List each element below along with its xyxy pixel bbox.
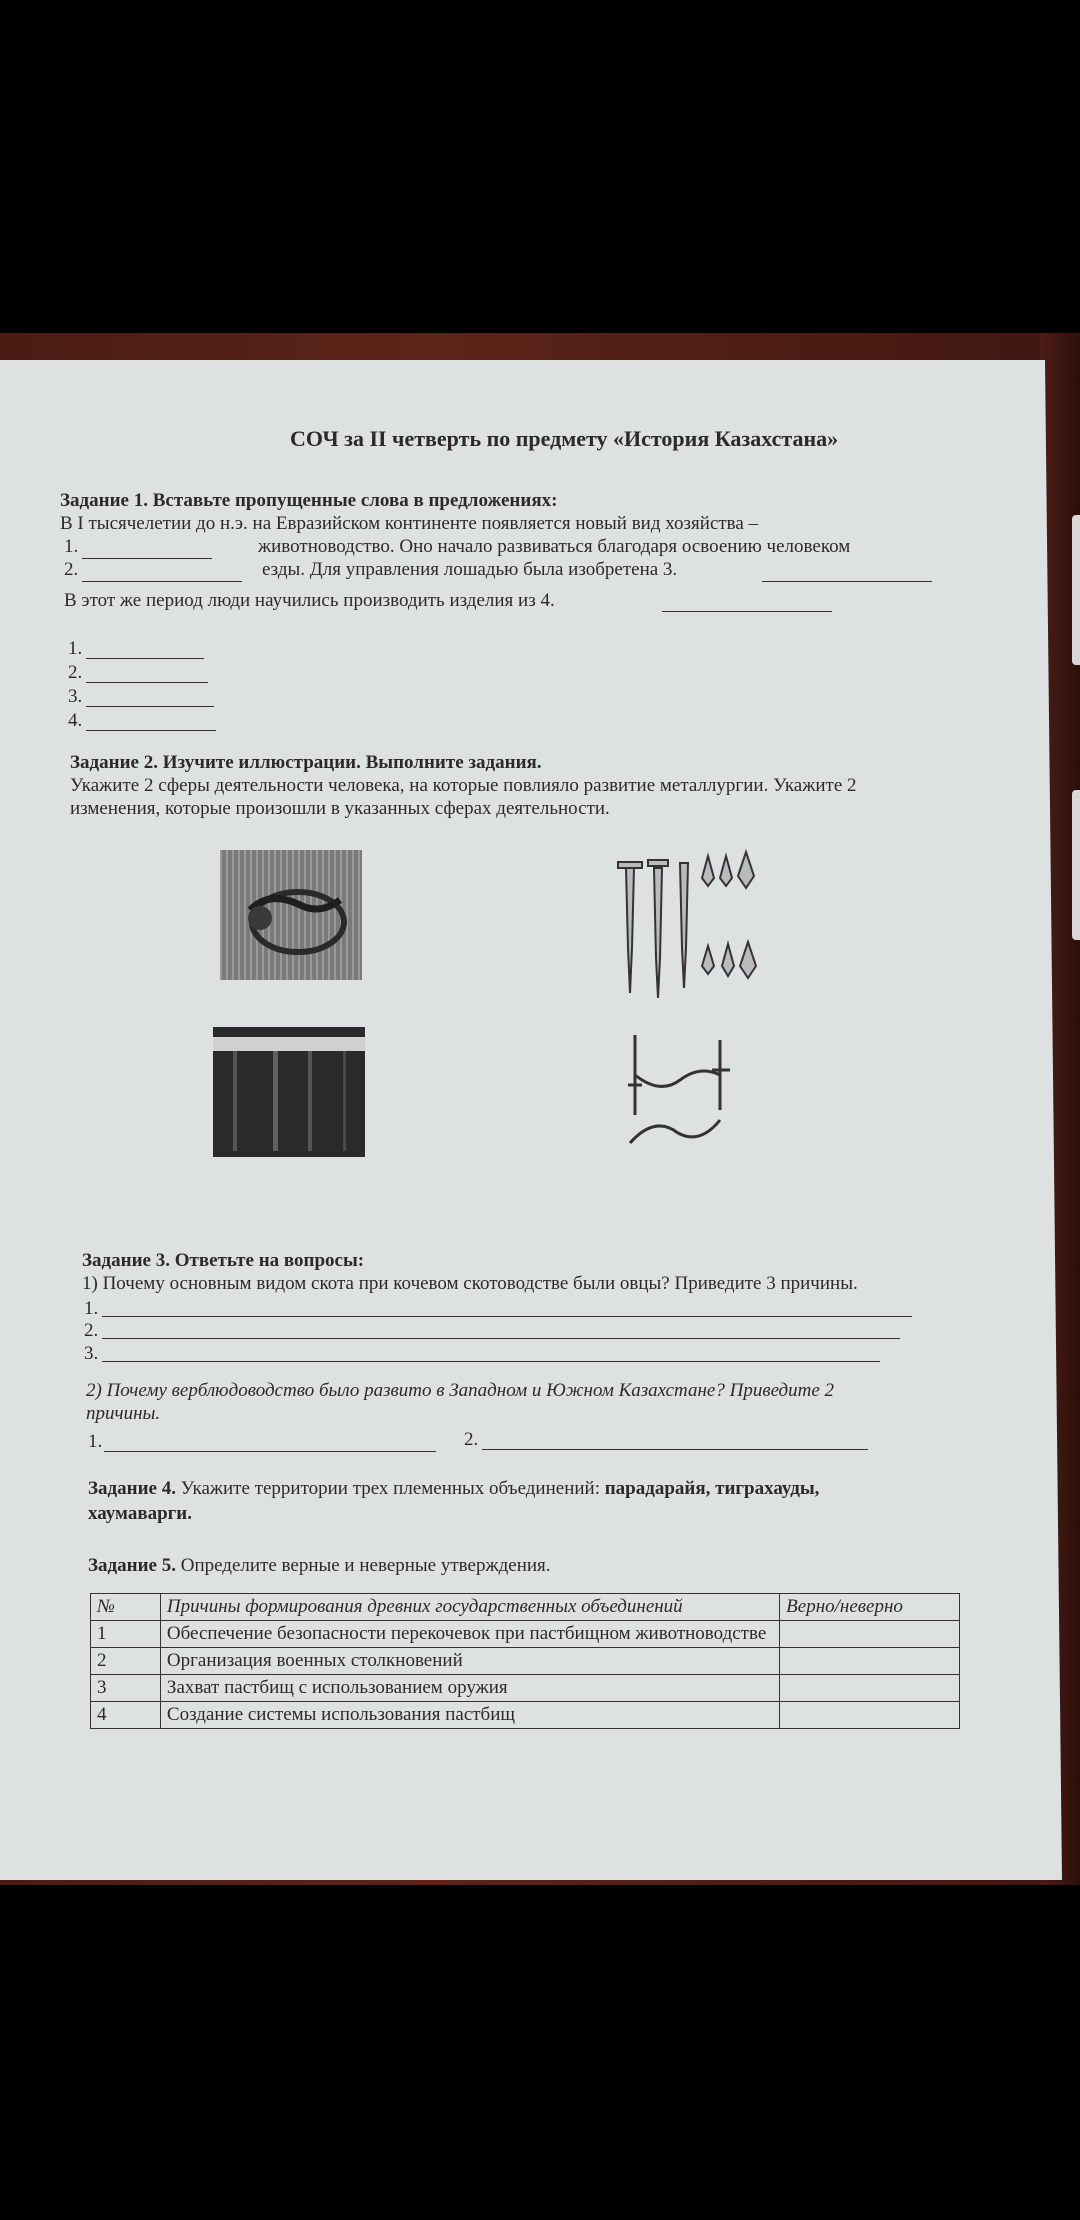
q2-answer-2: 2. (464, 1429, 479, 1450)
task4-label: Задание 4. (88, 1478, 176, 1499)
task4-tribes: парадарайя, тиграхауды, (604, 1478, 820, 1499)
blank-2 (82, 581, 242, 582)
q1-answer-line-2 (102, 1338, 900, 1339)
task1-heading: Задание 1. Вставьте пропущенные слова в предложениях: (60, 490, 558, 511)
answer-1: 1. (68, 638, 83, 659)
task1-line2: животноводство. Оно начало развиваться благодаря освоению человеком (258, 536, 851, 557)
header-true-false: Верно/неверно (780, 1594, 960, 1621)
task1-line2-num: 1. (64, 536, 79, 557)
bronze-daggers-and-arrowheads-drawing (608, 848, 778, 1013)
blank-1 (82, 558, 212, 559)
header-number: № (91, 1594, 161, 1621)
blank-3 (762, 581, 932, 582)
task3-question-2-cont: причины. (86, 1403, 161, 1424)
phone-side-button (1072, 515, 1080, 665)
table-row (91, 1648, 960, 1675)
row-number: 2 (91, 1648, 161, 1675)
horse-bridle-drawing (620, 1025, 760, 1150)
answer-3: 3. (68, 686, 83, 707)
q1-answer-2: 2. (84, 1320, 99, 1341)
task4-text: Укажите территории трех племенных объединений: (180, 1478, 600, 1499)
q2-answer-line-1 (104, 1451, 436, 1452)
answer-line-2 (86, 682, 208, 683)
row-number: 4 (91, 1702, 161, 1729)
table-row (91, 1702, 960, 1729)
row-statement: Обеспечение безопасности перекочевок при пастбищном животноводстве (160, 1621, 779, 1648)
header-reasons: Причины формирования древних государственных объединений (160, 1594, 779, 1621)
task1-line1: В I тысячелетии до н.э. на Евразийском континенте появляется новый вид хозяйства – (60, 513, 759, 534)
page-title: СОЧ за II четверть по предмету «История Казахстана» (290, 426, 839, 451)
row-answer-cell (780, 1702, 960, 1729)
task2-text-2: изменения, которые произошли в указанных сферах деятельности. (70, 798, 610, 819)
q2-answer-1: 1. (88, 1431, 103, 1452)
row-statement: Организация военных столкновений (160, 1648, 779, 1675)
task3-heading: Задание 3. Ответьте на вопросы: (82, 1250, 365, 1271)
task1-line4: В этот же период люди научились производить изделия из 4. (64, 590, 555, 611)
task5-label: Задание 5. (88, 1555, 176, 1576)
task3-question-1: 1) Почему основным видом скота при кочевом скотоводстве были овцы? Приведите 3 причины. (82, 1273, 858, 1294)
answer-line-3 (86, 706, 214, 707)
q2-answer-line-2 (482, 1449, 868, 1450)
table-header-row (91, 1594, 960, 1621)
task2-text-1: Укажите 2 сферы деятельности человека, на которые повлияло развитие металлургии. Укажите 2 (70, 775, 857, 796)
q1-answer-line-1 (102, 1316, 912, 1317)
task5-text: Определите верные и неверные утверждения. (180, 1555, 551, 1576)
q1-answer-line-3 (102, 1361, 880, 1362)
task4-line2: хаумаварги. (88, 1503, 192, 1524)
blank-4 (662, 611, 832, 612)
answer-line-4 (86, 730, 216, 731)
q1-answer-3: 3. (84, 1343, 99, 1364)
task1-line3: езды. Для управления лошадью была изобретена 3. (262, 559, 678, 580)
row-answer-cell (780, 1621, 960, 1648)
q1-answer-1: 1. (84, 1298, 99, 1319)
table-row (91, 1621, 960, 1648)
horse-bit-photo (220, 850, 362, 980)
row-number: 3 (91, 1675, 161, 1702)
row-answer-cell (780, 1675, 960, 1702)
row-statement: Захват пастбищ с использованием оружия (160, 1675, 779, 1702)
phone-side-button (1072, 790, 1080, 940)
row-answer-cell (780, 1648, 960, 1675)
task4-line1 (88, 1478, 819, 1500)
answer-line-1 (86, 658, 204, 659)
row-number: 1 (91, 1621, 161, 1648)
answer-2: 2. (68, 662, 83, 683)
task2-heading: Задание 2. Изучите иллюстрации. Выполните задания. (70, 752, 542, 773)
table-row (91, 1675, 960, 1702)
task5-heading (88, 1555, 551, 1577)
answer-4: 4. (68, 710, 83, 731)
statements-table (90, 1593, 960, 1729)
task3-question-2: 2) Почему верблюдоводство было развито в Западном и Южном Казахстане? Приведите 2 (86, 1380, 835, 1401)
row-statement: Создание системы использования пастбищ (160, 1702, 779, 1729)
task1-line3-num: 2. (64, 559, 79, 580)
dark-artifact-photo (213, 1027, 365, 1157)
